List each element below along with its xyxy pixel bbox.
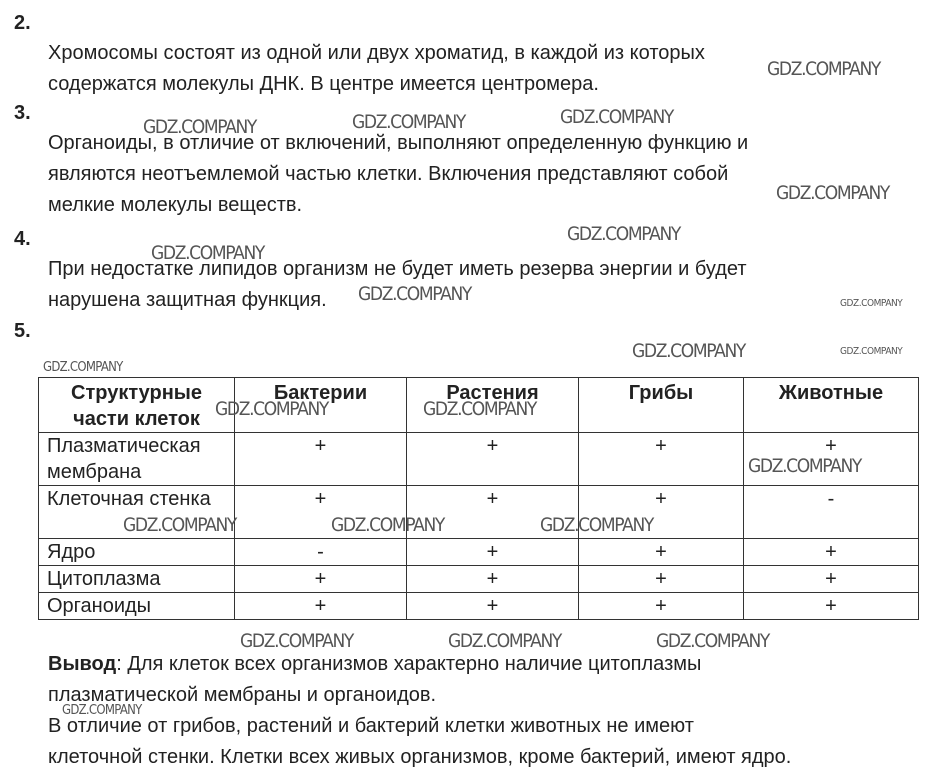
- row-label: Цитоплазма: [39, 566, 235, 593]
- watermark: GDZ.COMPANY: [748, 455, 862, 477]
- answer-2-line: Хромосомы состоят из одной или двух хроматид, в каждой из которых: [48, 42, 705, 64]
- conclusion-line: клеточной стенки. Клетки всех живых организмов, кроме бактерий, имеют ядро.: [48, 746, 792, 768]
- cell-plants: +: [407, 593, 579, 620]
- answer-3-line: Органоиды, в отличие от включений, выполняют определенную функцию и: [48, 132, 749, 154]
- cell-fungi: +: [579, 539, 744, 566]
- watermark: GDZ.COMPANY: [448, 630, 562, 652]
- answer-3-line: мелкие молекулы веществ.: [48, 194, 303, 216]
- header-bacteria: Бактерии: [235, 378, 407, 433]
- row-label: Органоиды: [39, 593, 235, 620]
- answer-4-line: нарушена защитная функция.: [48, 289, 327, 311]
- cell-fungi: +: [579, 566, 744, 593]
- cell-animals: +: [744, 593, 919, 620]
- watermark: GDZ.COMPANY: [656, 630, 770, 652]
- table-row: [39, 593, 919, 620]
- watermark: GDZ.COMPANY: [62, 703, 142, 718]
- cell-bacteria: -: [235, 539, 407, 566]
- table-row: [39, 539, 919, 566]
- watermark: GDZ.COMPANY: [540, 514, 654, 536]
- answer-2: [48, 38, 705, 100]
- watermark: GDZ.COMPANY: [560, 106, 674, 128]
- cell-plants: +: [407, 566, 579, 593]
- watermark: GDZ.COMPANY: [352, 111, 466, 133]
- conclusion-text: : Для клеток всех организмов характерно наличие цитоплазмы: [116, 653, 702, 675]
- cell-plants: +: [407, 539, 579, 566]
- watermark: GDZ.COMPANY: [632, 340, 746, 362]
- watermark: GDZ.COMPANY: [240, 630, 354, 652]
- cell-animals: +: [744, 433, 919, 486]
- item-number-2: 2.: [14, 12, 31, 34]
- cell-animals: +: [744, 566, 919, 593]
- header-fungi: Грибы: [579, 378, 744, 433]
- conclusion-line: В отличие от грибов, растений и бактерий клетки животных не имеют: [48, 715, 694, 737]
- cell-bacteria: +: [235, 566, 407, 593]
- cell-bacteria: +: [235, 433, 407, 486]
- conclusion: [48, 649, 791, 773]
- watermark: GDZ.COMPANY: [840, 346, 903, 357]
- cell-bacteria: +: [235, 593, 407, 620]
- watermark: GDZ.COMPANY: [331, 514, 445, 536]
- header-structural-parts: Структурные части клеток: [39, 378, 235, 433]
- conclusion-line: плазматической мембраны и органоидов.: [48, 684, 437, 706]
- cell-plants: +: [407, 433, 579, 486]
- row-label: Клеточная стенка: [39, 486, 235, 539]
- watermark: GDZ.COMPANY: [143, 116, 257, 138]
- watermark: GDZ.COMPANY: [567, 223, 681, 245]
- watermark: GDZ.COMPANY: [123, 514, 237, 536]
- cell-fungi: +: [579, 433, 744, 486]
- cell-fungi: +: [579, 593, 744, 620]
- row-label: Плазматическая мембрана: [39, 433, 235, 486]
- row-label: Ядро: [39, 539, 235, 566]
- header-plants: Растения: [407, 378, 579, 433]
- watermark: GDZ.COMPANY: [43, 360, 123, 375]
- answer-3: [48, 128, 748, 221]
- answer-3-line: являются неотъемлемой частью клетки. Включения представляют собой: [48, 163, 729, 185]
- answer-4-line: При недостатке липидов организм не будет иметь резерва энергии и будет: [48, 258, 747, 280]
- table-row: [39, 566, 919, 593]
- watermark: GDZ.COMPANY: [423, 398, 537, 420]
- answer-2-line: содержатся молекулы ДНК. В центре имеется центромера.: [48, 73, 599, 95]
- watermark: GDZ.COMPANY: [767, 58, 881, 80]
- item-number-4: 4.: [14, 228, 31, 250]
- cell-plants: +: [407, 486, 579, 539]
- cell-animals: +: [744, 539, 919, 566]
- item-number-3: 3.: [14, 102, 31, 124]
- conclusion-label: Вывод: [48, 653, 117, 675]
- watermark: GDZ.COMPANY: [358, 283, 472, 305]
- cell-animals: -: [744, 486, 919, 539]
- watermark: GDZ.COMPANY: [151, 242, 265, 264]
- watermark: GDZ.COMPANY: [840, 298, 903, 309]
- cell-fungi: +: [579, 486, 744, 539]
- header-animals: Животные: [744, 378, 919, 433]
- conclusion-line: [48, 649, 791, 680]
- watermark: GDZ.COMPANY: [215, 398, 329, 420]
- cell-bacteria: +: [235, 486, 407, 539]
- watermark: GDZ.COMPANY: [776, 182, 890, 204]
- item-number-5: 5.: [14, 320, 31, 342]
